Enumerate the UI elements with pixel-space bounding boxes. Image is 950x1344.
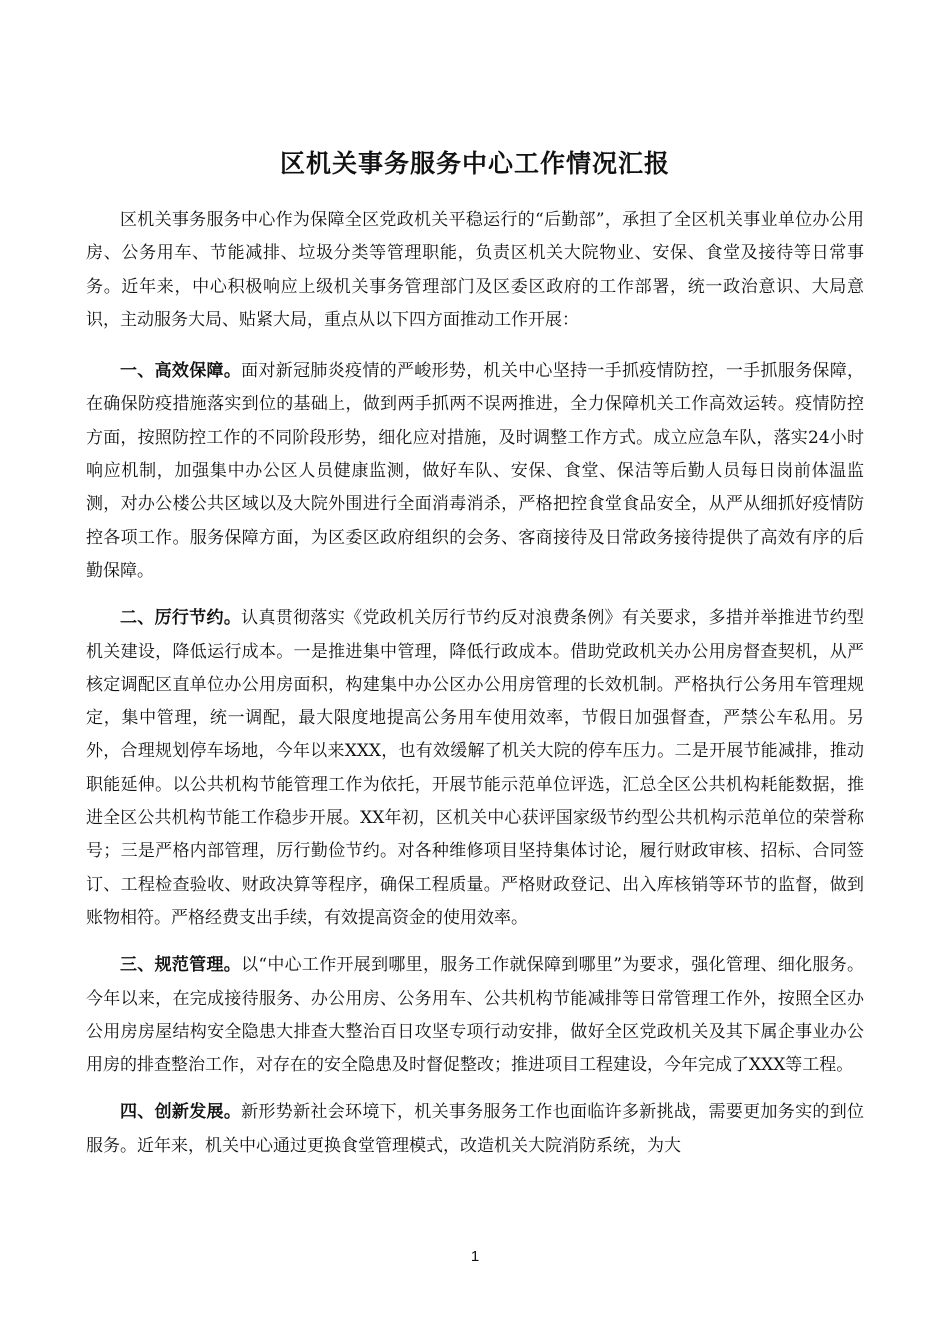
section-heading-3: 三、规范管理。: [120, 955, 242, 976]
section-heading-4: 四、创新发展。: [120, 1102, 242, 1123]
section-heading-1: 一、高效保障。: [120, 361, 242, 382]
section-text-2: 认真贯彻落实《党政机关厉行节约反对浪费条例》有关要求，多措并举推进节约型机关建设，降低运行成本。一是推进集中管理，降低行政成本。借助党政机关办公用房督查契机，从严核定调配区直单位办公用房面积，构建集中办公区办公用房管理的长效机制。严格执行公务用车管理规定，集中管理，统一调配，最大限度地提高公务用车使用效率，节假日加强督查，严禁公车私用。另外，合理规划停车场地，今年以来XXX，也有效缓解了机关大院的停车压力。二是开展节能减排，推动职能延伸。以公共机构节能管理工作为依托，开展节能示范单位评选，汇总全区公共机构耗能数据，推进全区公共机构节能工作稳步开展。XX年初，区机关中心获评国家级节约型公共机构示范单位的荣誉称号；三是严格内部管理，厉行勤俭节约。对各种维修项目坚持集体讨论，履行财政审核、招标、合同签订、工程检查验收、财政决算等程序，确保工程质量。严格财政登记、出入库核销等环节的监督，做到账物相符。严格经费支出手续，有效提高资金的使用效率。: [86, 608, 865, 928]
section-text-1: 面对新冠肺炎疫情的严峻形势，机关中心坚持一手抓疫情防控，一手抓服务保障，在确保防疫措施落实到位的基础上，做到两手抓两不误两推进，全力保障机关工作高效运转。疫情防控方面，按照防控工作的不同阶段形势，细化应对措施，及时调整工作方式。成立应急车队，落实24小时响应机制，加强集中办公区人员健康监测，做好车队、安保、食堂、保洁等后勤人员每日岗前体温监测，对办公楼公共区域以及大院外围进行全面消毒消杀，严格把控食堂食品安全，从严从细抓好疫情防控各项工作。服务保障方面，为区委区政府组织的会务、客商接待及日常政务接待提供了高效有序的后勤保障。: [86, 361, 865, 581]
document-body: [86, 204, 864, 1177]
section-text-4: 新形势新社会环境下，机关事务服务工作也面临许多新挑战，需要更加务实的到位服务。近年来，机关中心通过更换食堂管理模式，改造机关大院消防系统，为大: [86, 1102, 865, 1156]
page-number: 1: [470, 1248, 480, 1265]
document-title: 区机关事务服务中心工作情况汇报: [279, 149, 670, 178]
section-paragraph-1: [86, 355, 864, 588]
section-paragraph-4: [86, 1096, 864, 1163]
section-text-3: 以“中心工作开展到哪里，服务工作就保障到哪里”为要求，强化管理、细化服务。今年以来，在完成接待服务、办公用房、公务用车、公共机构节能减排等日常管理工作外，按照全区办公用房房屋结构安全隐患大排查大整治百日攻坚专项行动安排，做好全区党政机关及其下属企事业办公用房的排查整治工作，对存在的安全隐患及时督促整改；推进项目工程建设，今年完成了XXX等工程。: [86, 955, 864, 1076]
section-paragraph-2: [86, 602, 864, 935]
section-paragraph-3: [86, 949, 864, 1082]
section-heading-2: 二、厉行节约。: [120, 608, 242, 629]
intro-paragraph: 区机关事务服务中心作为保障全区党政机关平稳运行的“后勤部”，承担了全区机关事业单位办公用房、公务用车、节能减排、垃圾分类等管理职能，负责区机关大院物业、安保、食堂及接待等日常事务。近年来，中心积极响应上级机关事务管理部门及区委区政府的工作部署，统一政治意识、大局意识，主动服务大局、贴紧大局，重点从以下四方面推动工作开展：: [86, 210, 864, 330]
